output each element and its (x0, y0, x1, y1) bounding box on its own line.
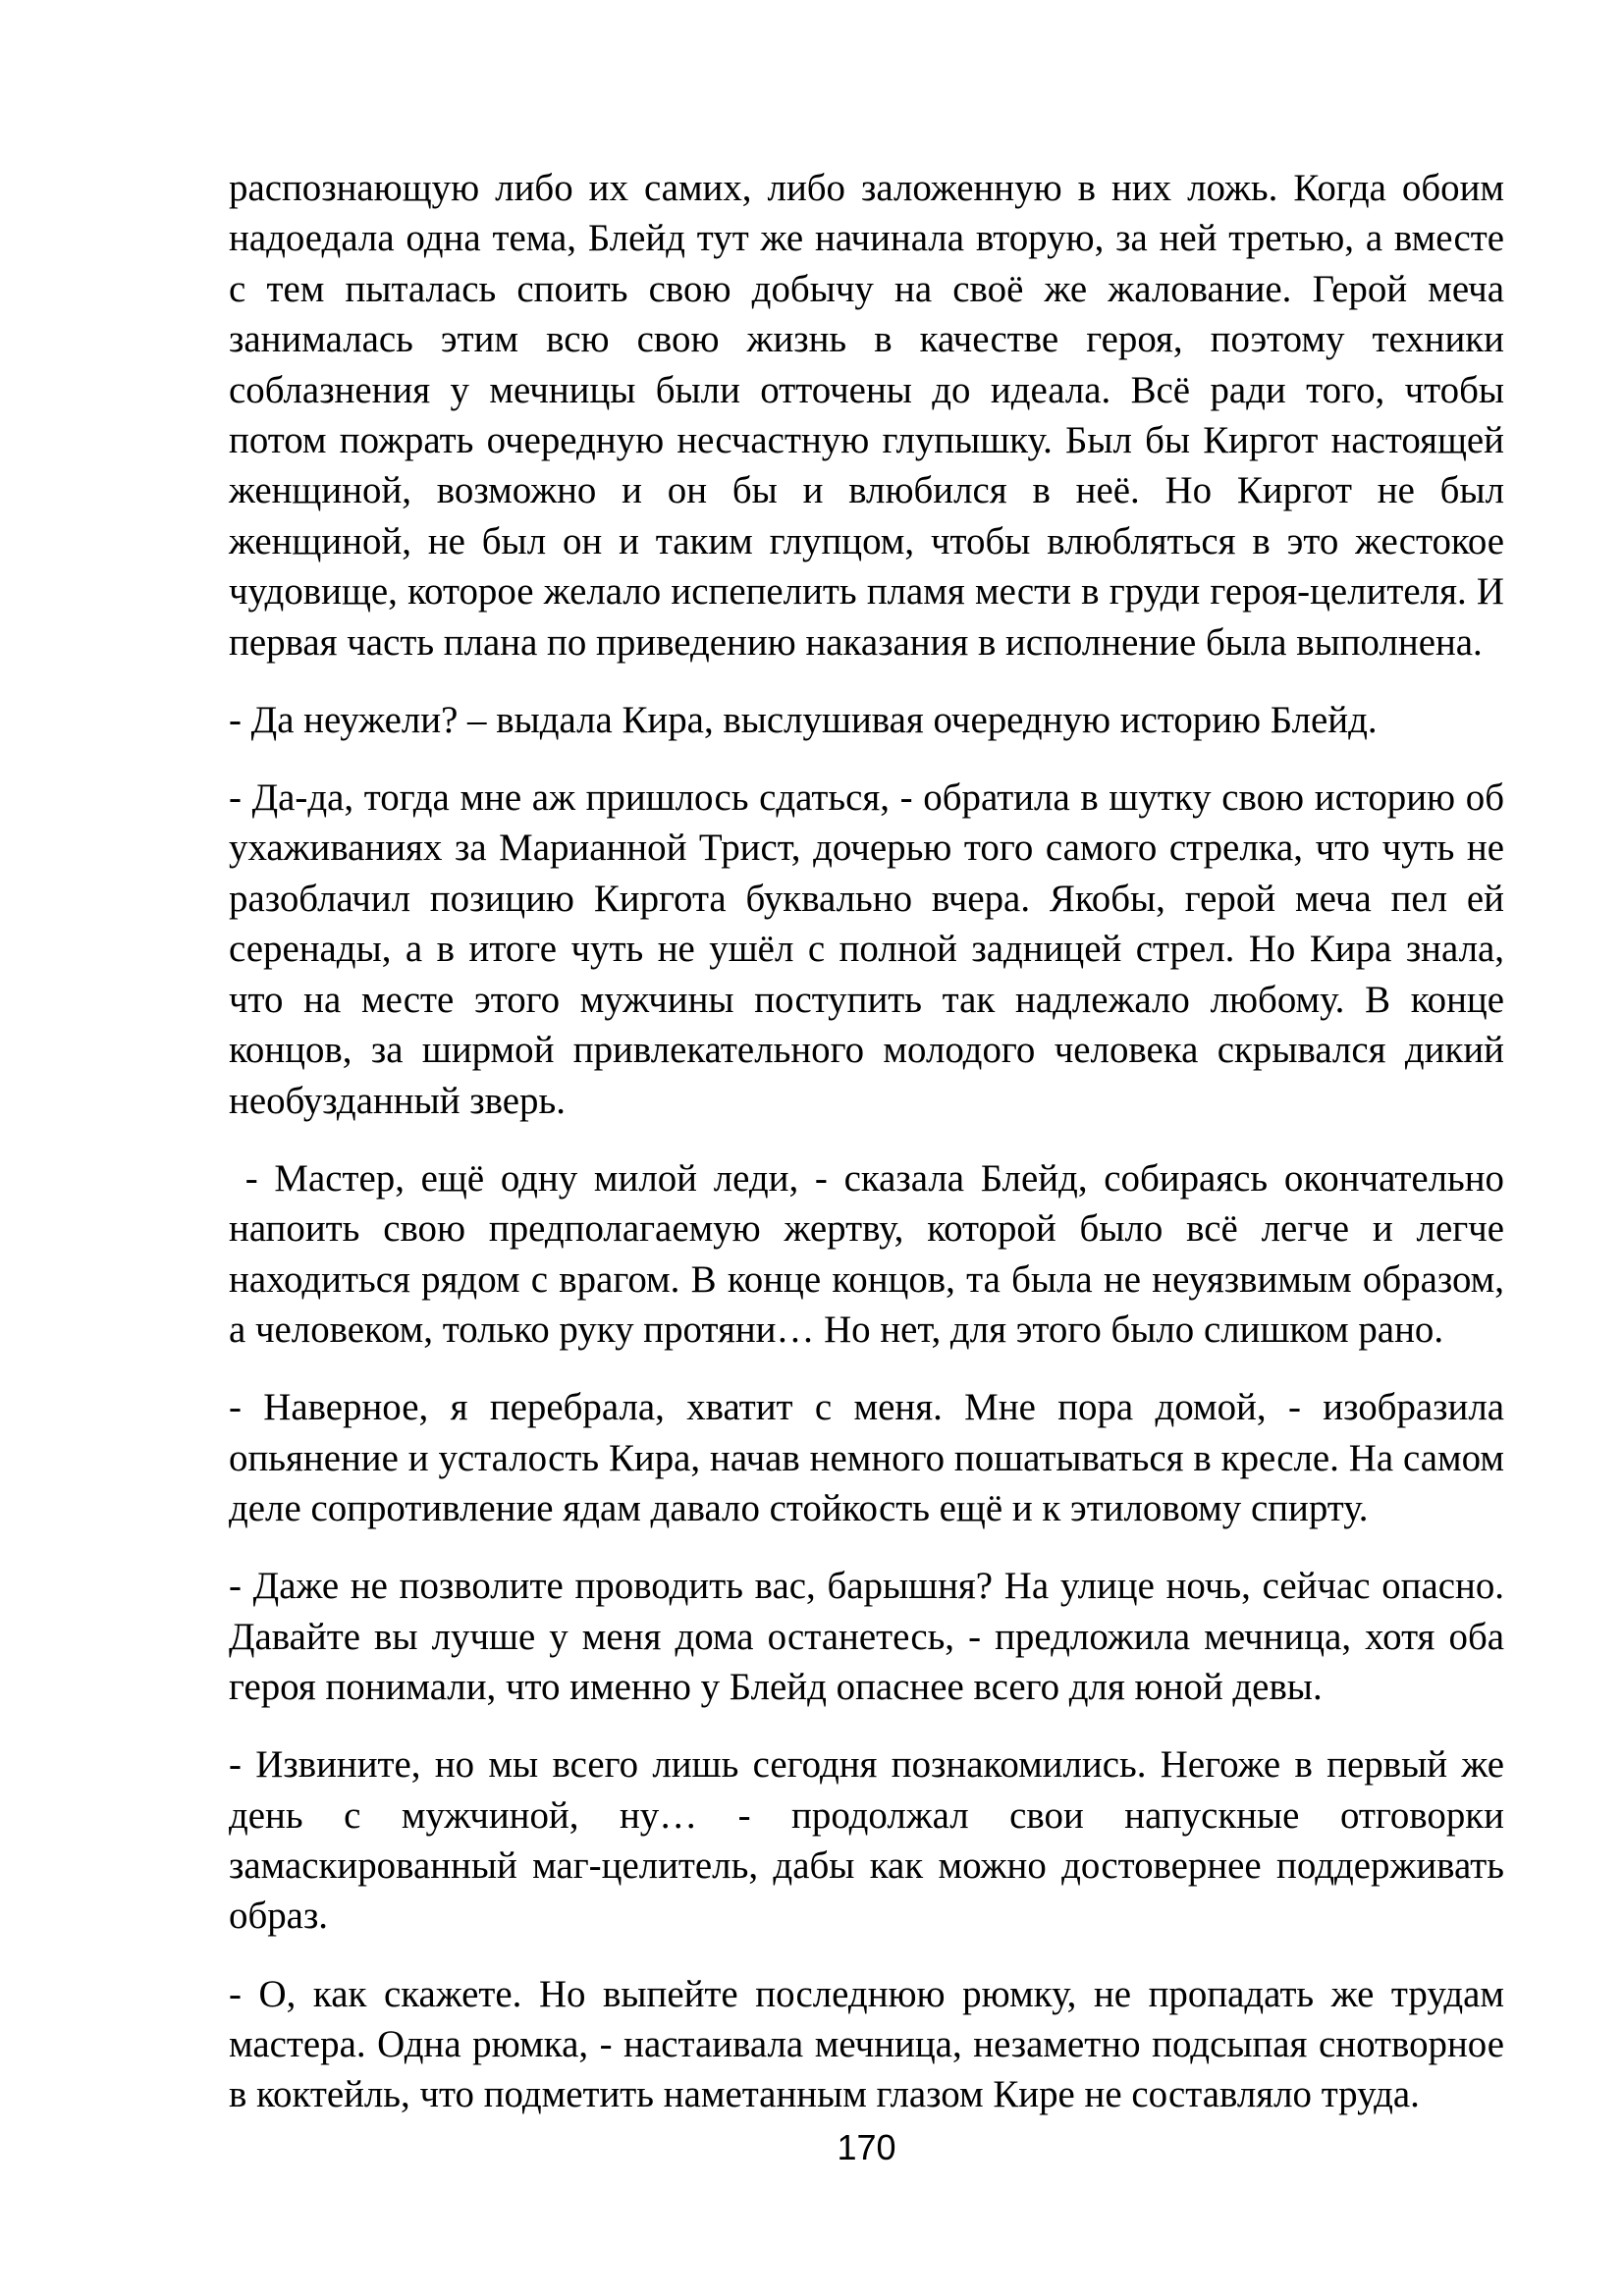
paragraph: - Да-да, тогда мне аж пришлось сдаться, - обратила в шутку свою историю об ухаживаниях за Марианной Трист, дочерью того самого стрелка, что чуть не разоблачил позицию Киргота буквально вчера. Якобы, герой меча пел ей серенады, а в итоге чуть не ушёл с полной задницей стрел. Но Кира знала, что на месте этого мужчины поступить так надлежало любому. В конце концов, за ширмой привлекательного молодого человека скрывался дикий необузданный зверь. (229, 776, 1514, 1122)
paragraph: - Даже не позволите проводить вас, барышня? На улице ночь, сейчас опасно. Давайте вы лучше у меня дома останетесь, - предложила мечница, хотя оба героя понимали, что именно у Блейд опаснее всего для юной девы. (229, 1565, 1514, 1708)
paragraph: - Извините, но мы всего лишь сегодня познакомились. Негоже в первый же день с мужчиной, ну… - продолжал свои напускные отговорки замаскированный маг-целитель, дабы как можно достовернее поддерживать образ. (229, 1743, 1514, 1938)
text-block (229, 163, 1514, 2148)
paragraph: - Мастер, ещё одну милой леди, - сказала Блейд, собираясь окончательно напоить свою предполагаемую жертву, которой было всё легче и легче находиться рядом с врагом. В конце концов, та была не неуязвимым образом, а человеком, только руку протяни… Но нет, для этого было слишком рано. (229, 1156, 1514, 1351)
paragraph: распознающую либо их самих, либо заложенную в них ложь. Когда обоим надоедала одна тема, Блейд тут же начинала вторую, за ней третью, а вместе с тем пыталась споить свою добычу на своё же жалование. Герой меча занималась этим всю свою жизнь в качестве героя, поэтому техники соблазнения у мечницы были отточены до идеала. Всё ради того, чтобы потом пожрать очередную несчастную глупышку. Был бы Киргот настоящей женщиной, возможно и он бы и влюбился в неё. Но Киргот не был женщиной, не был он и таким глупцом, чтобы влюбляться в это жестокое чудовище, которое желало испепелить пламя мести в груди героя-целителя. И первая часть плана по приведению наказания в исполнение была выполнена. (229, 167, 1514, 664)
paragraph: - Наверное, я перебрала, хватит с меня. Мне пора домой, - изобразила опьянение и усталость Кира, начав немного пошатываться в кресле. На самом деле сопротивление ядам давало стойкость ещё и к этиловому спирту. (229, 1386, 1514, 1529)
page-number: 170 (837, 2127, 896, 2167)
paragraph: - О, как скажете. Но выпейте последнюю рюмку, не пропадать же трудам мастера. Одна рюмка, - настаивала мечница, незаметно подсыпая снотворное в коктейль, что подметить наметанным глазом Кире не составляло труда. (229, 1972, 1514, 2116)
paragraph: - Да неужели? – выдала Кира, выслушивая очередную историю Блейд. (229, 698, 1378, 741)
